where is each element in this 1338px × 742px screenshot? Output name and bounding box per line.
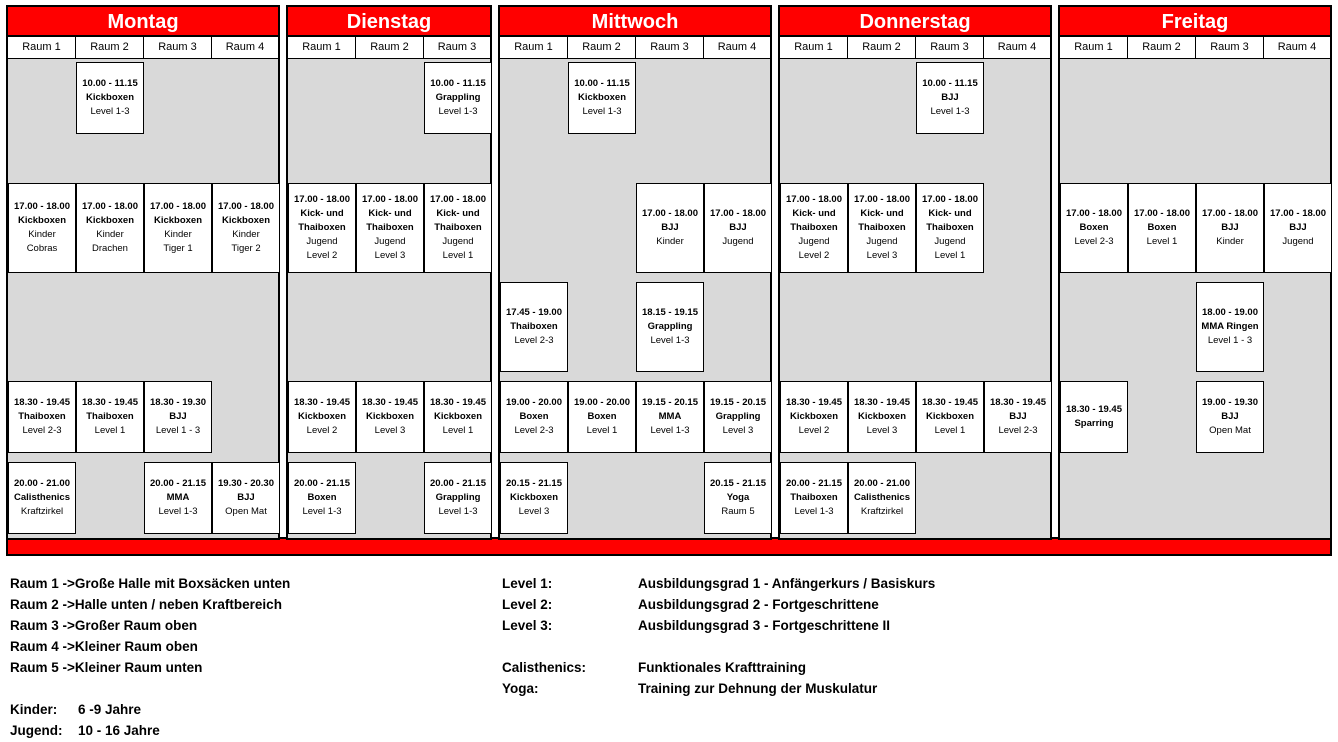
- session-name: BJJ: [941, 92, 959, 103]
- session-time: 17.00 - 18.00: [82, 201, 138, 212]
- session-name: Yoga: [726, 492, 750, 503]
- session-name: Thaiboxen: [18, 411, 66, 422]
- room-header: Raum 2: [848, 37, 916, 58]
- session-name: Kickboxen: [365, 411, 415, 422]
- session-detail: Jugend: [934, 236, 966, 247]
- session-cell: [780, 381, 848, 453]
- room-header-row: [500, 37, 770, 59]
- session-cell: [8, 381, 76, 453]
- room-header-row: [780, 37, 1050, 59]
- session-detail: Raum 5: [721, 506, 755, 517]
- session-cell: [144, 183, 212, 273]
- session-name: Boxen: [1147, 222, 1177, 233]
- session-detail: Kinder: [164, 229, 192, 240]
- session-detail: Level 3: [374, 250, 406, 261]
- session-cell: [76, 381, 144, 453]
- session-detail: Thaiboxen: [790, 222, 838, 233]
- session-detail: Level 1-3: [302, 506, 342, 517]
- room-header: Raum 2: [568, 37, 636, 58]
- legend-level-value: Ausbildungsgrad 1 - Anfängerkurs / Basiskurs: [638, 576, 936, 591]
- session-name: MMA: [166, 492, 190, 503]
- session-name: Kickboxen: [433, 411, 483, 422]
- session-cell: [500, 381, 568, 453]
- session-detail: Level 1-3: [582, 106, 622, 117]
- session-time: 18.30 - 19.45: [14, 397, 70, 408]
- session-name: Kick- und: [300, 208, 344, 219]
- legend-level-label: Level 3:: [502, 618, 553, 633]
- session-cell: [76, 62, 144, 134]
- session-name: Kickboxen: [789, 411, 839, 422]
- session-cell: [424, 62, 492, 134]
- session-cell: [424, 183, 492, 273]
- session-time: 10.00 - 11.15: [922, 78, 978, 89]
- session-name: Calisthenics: [854, 492, 910, 503]
- session-cell: [500, 462, 568, 534]
- session-name: Kickboxen: [153, 215, 203, 226]
- session-cell: [356, 183, 424, 273]
- session-time: 18.30 - 19.45: [362, 397, 418, 408]
- room-header: Raum 4: [225, 41, 265, 53]
- session-time: 18.30 - 19.45: [294, 397, 350, 408]
- session-detail: Jugend: [374, 236, 406, 247]
- session-detail: Level 2-3: [22, 425, 62, 436]
- legend-room-2: Raum 2 ->Halle unten / neben Kraftbereich: [10, 597, 282, 612]
- session-time: 19.15 - 20.15: [710, 397, 766, 408]
- room-header-row: [8, 37, 278, 59]
- session-detail: Level 1-3: [650, 425, 690, 436]
- session-cell: [848, 183, 916, 273]
- session-name: BJJ: [661, 222, 679, 233]
- session-cell: [636, 381, 704, 453]
- session-name: BJJ: [729, 222, 747, 233]
- session-cell: [424, 381, 492, 453]
- session-name: Kickboxen: [509, 492, 559, 503]
- session-name: Grappling: [435, 492, 481, 503]
- session-cell: [1196, 282, 1264, 372]
- session-name: Thaiboxen: [86, 411, 134, 422]
- session-name: Boxen: [1079, 222, 1109, 233]
- session-detail: Level 3: [866, 250, 898, 261]
- legend-course-yoga: [502, 678, 935, 699]
- session-cell: [76, 183, 144, 273]
- legend-course-calisthenics: [502, 657, 935, 678]
- session-cell: [704, 183, 772, 273]
- room-header: Raum 1: [288, 37, 356, 58]
- session-cell: [500, 282, 568, 372]
- session-cell: [916, 62, 984, 134]
- session-detail: Kraftzirkel: [20, 506, 64, 517]
- session-cell: [848, 462, 916, 534]
- room-header: Raum 3: [916, 37, 984, 58]
- session-time: 18.30 - 19.45: [990, 397, 1046, 408]
- session-detail: Jugend: [866, 236, 898, 247]
- session-time: 17.45 - 19.00: [506, 307, 562, 318]
- room-header: Raum 3: [636, 37, 704, 58]
- session-detail: Level 1: [94, 425, 126, 436]
- session-time: 20.00 - 21.15: [294, 478, 350, 489]
- session-detail: Level 1: [442, 250, 474, 261]
- session-cell: [8, 462, 76, 534]
- session-detail: Level 2-3: [514, 335, 554, 346]
- session-time: 17.00 - 18.00: [1134, 208, 1190, 219]
- session-name: BJJ: [1221, 222, 1239, 233]
- legend-level-label: Level 1:: [502, 576, 553, 591]
- session-time: 18.30 - 19.45: [854, 397, 910, 408]
- legend-level-value: Ausbildungsgrad 2 - Fortgeschrittene: [638, 597, 879, 612]
- legend-age-kinder: [10, 699, 290, 720]
- session-time: 18.30 - 19.45: [430, 397, 486, 408]
- day-header: Freitag: [1060, 7, 1330, 37]
- session-name: Thaiboxen: [790, 492, 838, 503]
- session-detail: Jugend: [798, 236, 830, 247]
- legend-age-label: Jugend:: [10, 723, 63, 738]
- session-time: 17.00 - 18.00: [294, 194, 350, 205]
- session-cell: [1060, 183, 1128, 273]
- session-detail: Level 1-3: [438, 506, 478, 517]
- legend-room-3: Raum 3 ->Großer Raum oben: [10, 618, 198, 633]
- session-time: 18.30 - 19.30: [150, 397, 206, 408]
- session-time: 19.00 - 20.00: [506, 397, 562, 408]
- session-cell: [212, 462, 280, 534]
- session-name: BJJ: [1221, 411, 1239, 422]
- session-cell: [780, 462, 848, 534]
- legend-level-label: Level 2:: [502, 597, 553, 612]
- session-time: 20.00 - 21.00: [854, 478, 910, 489]
- session-cell: [1060, 381, 1128, 453]
- session-cell: [984, 381, 1052, 453]
- session-name: Boxen: [307, 492, 337, 503]
- room-header: Raum 1: [1060, 37, 1128, 58]
- session-name: Kick- und: [860, 208, 904, 219]
- session-detail: Level 2-3: [514, 425, 554, 436]
- legend-levels: [502, 573, 935, 699]
- room-header: Raum 1: [780, 37, 848, 58]
- session-detail: Jugend: [442, 236, 474, 247]
- session-time: 17.00 - 18.00: [218, 201, 274, 212]
- room-header: Raum 2: [76, 37, 144, 58]
- day-column-2: [498, 5, 772, 540]
- session-name: Kickboxen: [925, 411, 975, 422]
- room-header: Raum 4: [717, 41, 757, 53]
- session-name: Grappling: [435, 92, 481, 103]
- session-cell: [848, 381, 916, 453]
- session-time: 17.00 - 18.00: [786, 194, 842, 205]
- session-detail: Jugend: [306, 236, 338, 247]
- session-detail: Level 3: [518, 506, 550, 517]
- session-name: Kick- und: [792, 208, 836, 219]
- session-time: 20.15 - 21.15: [710, 478, 766, 489]
- session-cell: [1196, 381, 1264, 453]
- session-detail: Cobras: [26, 243, 58, 254]
- session-time: 18.30 - 19.45: [786, 397, 842, 408]
- session-cell: [288, 183, 356, 273]
- legend-age-value: 10 - 16 Jahre: [78, 723, 160, 738]
- session-time: 17.00 - 18.00: [642, 208, 698, 219]
- session-name: Kick- und: [928, 208, 972, 219]
- session-detail: Kinder: [1216, 236, 1244, 247]
- session-time: 20.00 - 21.15: [430, 478, 486, 489]
- session-cell: [780, 183, 848, 273]
- legend-course-label: Calisthenics:: [502, 660, 587, 675]
- session-time: 20.00 - 21.15: [150, 478, 206, 489]
- room-header-row: [1060, 37, 1330, 59]
- session-detail: Thaiboxen: [298, 222, 346, 233]
- session-name: Kickboxen: [17, 215, 67, 226]
- session-time: 17.00 - 18.00: [150, 201, 206, 212]
- session-detail: Level 2-3: [998, 425, 1038, 436]
- session-name: Sparring: [1074, 418, 1114, 429]
- session-detail: Kinder: [232, 229, 260, 240]
- session-cell: [568, 62, 636, 134]
- session-detail: Level 1: [934, 425, 966, 436]
- legend-course-label: Yoga:: [502, 681, 539, 696]
- session-time: 17.00 - 18.00: [710, 208, 766, 219]
- session-time: 17.00 - 18.00: [14, 201, 70, 212]
- session-detail: Level 1-3: [90, 106, 130, 117]
- session-name: Kickboxen: [85, 92, 135, 103]
- session-detail: Jugend: [722, 236, 754, 247]
- session-detail: Level 1 - 3: [1207, 335, 1253, 346]
- session-name: Kickboxen: [297, 411, 347, 422]
- session-cell: [1264, 183, 1332, 273]
- session-detail: Level 3: [722, 425, 754, 436]
- session-time: 17.00 - 18.00: [1202, 208, 1258, 219]
- schedule-table: [6, 5, 1332, 556]
- session-cell: [8, 183, 76, 273]
- session-time: 19.15 - 20.15: [642, 397, 698, 408]
- session-name: Grappling: [647, 321, 693, 332]
- room-header: Raum 3: [1196, 37, 1264, 58]
- legend-room-5: Raum 5 ->Kleiner Raum unten: [10, 660, 203, 675]
- session-time: 17.00 - 18.00: [430, 194, 486, 205]
- session-detail: Level 1-3: [794, 506, 834, 517]
- legend-level-value: Ausbildungsgrad 3 - Fortgeschrittene II: [638, 618, 891, 633]
- session-cell: [636, 282, 704, 372]
- session-time: 20.00 - 21.15: [786, 478, 842, 489]
- session-detail: Kinder: [96, 229, 124, 240]
- session-name: Kickboxen: [857, 411, 907, 422]
- session-detail: Kinder: [656, 236, 684, 247]
- room-header: Raum 4: [1277, 41, 1317, 53]
- session-time: 19.00 - 19.30: [1202, 397, 1258, 408]
- session-detail: Thaiboxen: [366, 222, 414, 233]
- session-cell: [356, 381, 424, 453]
- session-cell: [144, 381, 212, 453]
- session-name: Kick- und: [436, 208, 480, 219]
- session-time: 18.15 - 19.15: [642, 307, 698, 318]
- legend-rooms: [10, 573, 290, 741]
- session-detail: Level 3: [374, 425, 406, 436]
- session-detail: Level 2: [798, 425, 830, 436]
- session-name: Boxen: [587, 411, 617, 422]
- session-detail: Level 2-3: [1074, 236, 1114, 247]
- session-cell: [288, 381, 356, 453]
- session-name: BJJ: [169, 411, 187, 422]
- legend-course-value: Funktionales Krafttraining: [638, 660, 807, 675]
- session-cell: [704, 381, 772, 453]
- session-cell: [288, 462, 356, 534]
- day-column-0: [6, 5, 280, 540]
- session-detail: Tiger 1: [163, 243, 193, 254]
- session-name: MMA Ringen: [1201, 321, 1259, 332]
- day-header: Montag: [8, 7, 278, 37]
- room-header: Raum 1: [500, 37, 568, 58]
- session-name: BJJ: [1289, 222, 1307, 233]
- room-header: Raum 3: [144, 37, 212, 58]
- session-time: 17.00 - 18.00: [1066, 208, 1122, 219]
- session-time: 10.00 - 11.15: [430, 78, 486, 89]
- room-header: Raum 3: [437, 41, 477, 53]
- session-detail: Thaiboxen: [926, 222, 974, 233]
- session-detail: Thaiboxen: [858, 222, 906, 233]
- session-name: Grappling: [715, 411, 761, 422]
- session-detail: Level 1: [1146, 236, 1178, 247]
- day-header: Donnerstag: [780, 7, 1050, 37]
- session-cell: [704, 462, 772, 534]
- legend-age-label: Kinder:: [10, 702, 58, 717]
- session-name: Kickboxen: [577, 92, 627, 103]
- session-name: Kick- und: [368, 208, 412, 219]
- session-detail: Level 1-3: [438, 106, 478, 117]
- legend-level-3: [502, 615, 935, 636]
- session-cell: [212, 183, 280, 273]
- session-detail: Level 2: [798, 250, 830, 261]
- session-time: 10.00 - 11.15: [82, 78, 138, 89]
- session-cell: [144, 462, 212, 534]
- session-time: 20.00 - 21.00: [14, 478, 70, 489]
- session-detail: Kinder: [28, 229, 56, 240]
- room-header: Raum 1: [8, 37, 76, 58]
- session-detail: Open Mat: [225, 506, 267, 517]
- session-cell: [916, 183, 984, 273]
- session-detail: Level 1 - 3: [155, 425, 201, 436]
- session-detail: Kraftzirkel: [860, 506, 904, 517]
- session-detail: Level 1-3: [158, 506, 198, 517]
- legend-course-value: Training zur Dehnung der Muskulatur: [638, 681, 878, 696]
- legend-level-2: [502, 594, 935, 615]
- session-detail: Level 1: [442, 425, 474, 436]
- session-name: Calisthenics: [14, 492, 70, 503]
- session-detail: Level 2: [306, 425, 338, 436]
- legend-room-1: Raum 1 ->Große Halle mit Boxsäcken unten: [10, 576, 291, 591]
- room-header-row: [288, 37, 490, 59]
- session-time: 19.00 - 20.00: [574, 397, 630, 408]
- session-time: 18.30 - 19.45: [1066, 404, 1122, 415]
- session-time: 19.30 - 20.30: [218, 478, 274, 489]
- session-detail: Open Mat: [1209, 425, 1251, 436]
- session-detail: Thaiboxen: [434, 222, 482, 233]
- session-detail: Level 3: [866, 425, 898, 436]
- session-name: Thaiboxen: [510, 321, 558, 332]
- day-header: Mittwoch: [500, 7, 770, 37]
- session-cell: [424, 462, 492, 534]
- session-detail: Level 1: [586, 425, 618, 436]
- session-time: 17.00 - 18.00: [854, 194, 910, 205]
- session-time: 18.30 - 19.45: [922, 397, 978, 408]
- day-column-3: [778, 5, 1052, 540]
- legend-room-4: Raum 4 ->Kleiner Raum oben: [10, 639, 198, 654]
- session-name: Kickboxen: [221, 215, 271, 226]
- session-name: BJJ: [1009, 411, 1027, 422]
- session-cell: [1196, 183, 1264, 273]
- session-detail: Level 2: [306, 250, 338, 261]
- session-time: 20.15 - 21.15: [506, 478, 562, 489]
- session-detail: Level 1-3: [930, 106, 970, 117]
- session-detail: Tiger 2: [231, 243, 261, 254]
- session-time: 17.00 - 18.00: [362, 194, 418, 205]
- session-detail: Drachen: [92, 243, 128, 254]
- day-column-4: [1058, 5, 1332, 540]
- legend-age-jugend: [10, 720, 290, 741]
- session-cell: [916, 381, 984, 453]
- session-name: MMA: [658, 411, 682, 422]
- legend-level-1: [502, 573, 935, 594]
- day-header: Dienstag: [288, 7, 490, 37]
- session-name: BJJ: [237, 492, 255, 503]
- session-cell: [636, 183, 704, 273]
- session-time: 17.00 - 18.00: [1270, 208, 1326, 219]
- room-header: Raum 2: [1128, 37, 1196, 58]
- session-detail: Level 1-3: [650, 335, 690, 346]
- session-time: 17.00 - 18.00: [922, 194, 978, 205]
- session-time: 18.00 - 19.00: [1202, 307, 1258, 318]
- session-time: 18.30 - 19.45: [82, 397, 138, 408]
- session-cell: [568, 381, 636, 453]
- room-header: Raum 4: [997, 41, 1037, 53]
- session-cell: [1128, 183, 1196, 273]
- room-header: Raum 2: [356, 37, 424, 58]
- session-name: Boxen: [519, 411, 549, 422]
- session-name: Kickboxen: [85, 215, 135, 226]
- session-detail: Level 1: [934, 250, 966, 261]
- session-detail: Jugend: [1282, 236, 1314, 247]
- day-column-1: [286, 5, 492, 540]
- legend-age-value: 6 -9 Jahre: [78, 702, 142, 717]
- session-time: 10.00 - 11.15: [574, 78, 630, 89]
